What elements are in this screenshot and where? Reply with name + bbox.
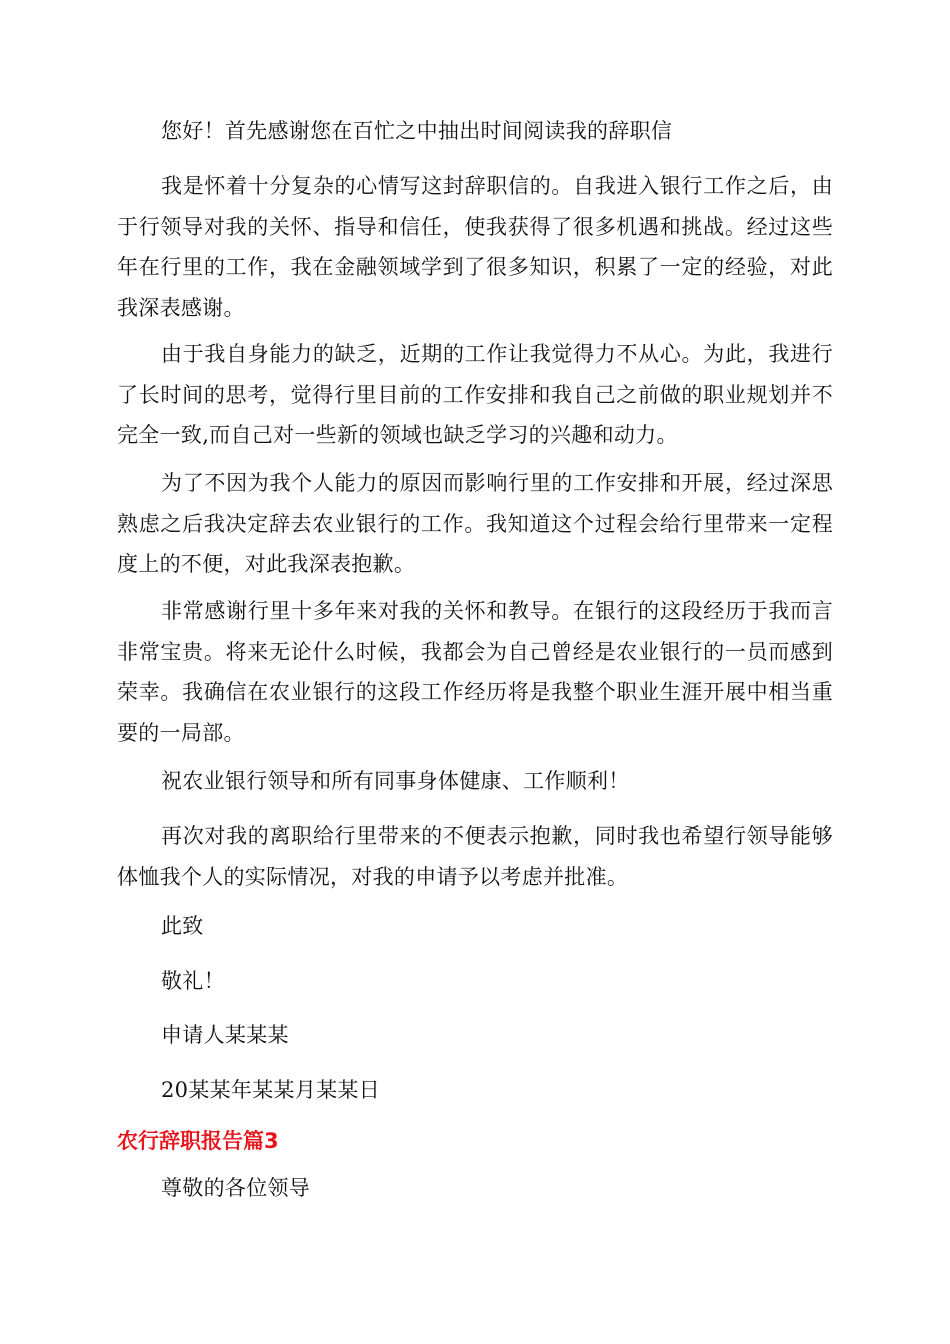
body-paragraph-5: 祝农业银行领导和所有同事身体健康、工作顺利！ <box>161 769 630 793</box>
closing-line: 此致 <box>161 914 204 938</box>
greeting-paragraph: 您好！首先感谢您在百忙之中抽出时间阅读我的辞职信 <box>161 119 673 143</box>
body-paragraph-2: 由于我自身能力的缺乏，近期的工作让我觉得力不从心。为此，我进行了长时间的思考，觉得行里目前的工作安排和我自己之前做的职业规划并不完全一致,而自己对一些新的领域也缺乏学习的兴趣和动力。 <box>117 342 833 448</box>
date-line: 20某某年某某月某某日 <box>161 1078 381 1102</box>
body-paragraph-6: 再次对我的离职给行里带来的不便表示抱歉，同时我也希望行领导能够体恤我个人的实际情况，对我的申请予以考虑并批准。 <box>117 824 833 889</box>
body-paragraph-1: 我是怀着十分复杂的心情写这封辞职信的。自我进入银行工作之后，由于行领导对我的关怀、指导和信任，使我获得了很多机遇和挑战。经过这些年在行里的工作，我在金融领域学到了很多知识，积累了一定的经验，对此我深表感谢。 <box>117 174 833 321</box>
section-salutation: 尊敬的各位领导 <box>161 1176 311 1200</box>
section-heading: 农行辞职报告篇3 <box>117 1129 279 1153</box>
salute-line: 敬礼！ <box>161 969 225 993</box>
applicant-line: 申请人某某某 <box>161 1023 289 1047</box>
body-paragraph-3: 为了不因为我个人能力的原因而影响行里的工作安排和开展，经过深思熟虑之后我决定辞去农业银行的工作。我知道这个过程会给行里带来一定程度上的不便，对此我深表抱歉。 <box>117 471 833 577</box>
body-paragraph-4: 非常感谢行里十多年来对我的关怀和教导。在银行的这段经历于我而言非常宝贵。将来无论什么时候，我都会为自己曾经是农业银行的一员而感到荣幸。我确信在农业银行的这段工作经历将是我整个职业生涯开展中相当重要的一局部。 <box>117 599 833 746</box>
